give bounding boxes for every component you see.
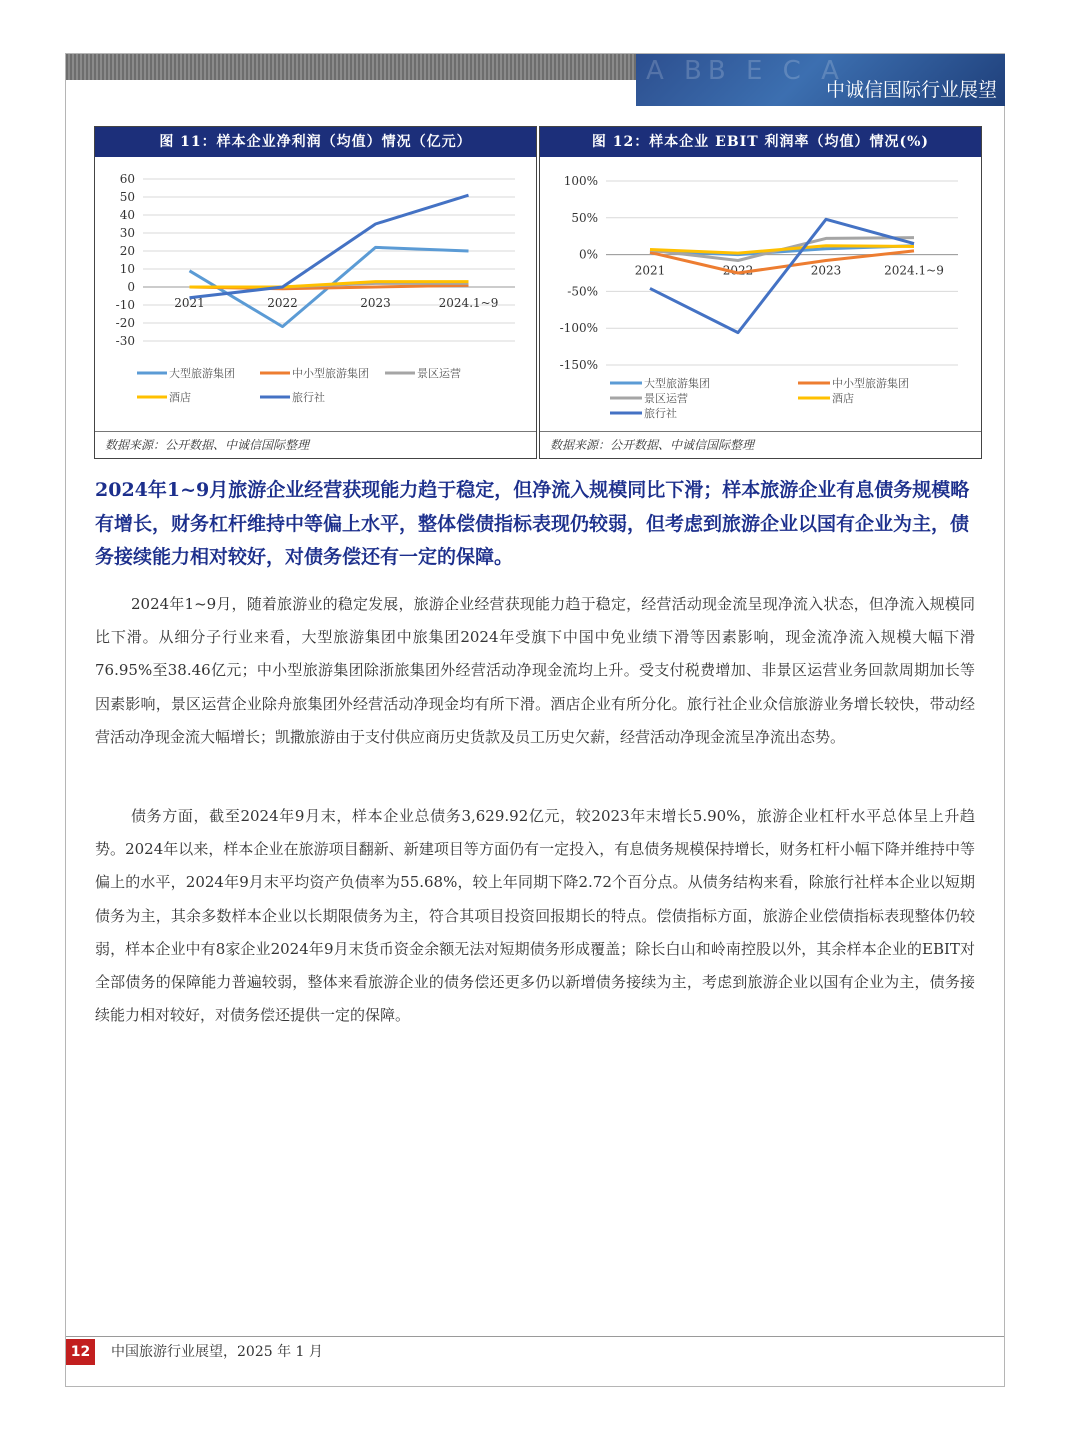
page-number: 12 xyxy=(66,1339,95,1365)
y-tick-label: 50% xyxy=(571,210,598,225)
legend-label: 中小型旅游集团 xyxy=(832,377,909,390)
y-tick-label: 10 xyxy=(119,262,135,276)
y-tick-label: -10 xyxy=(115,298,135,312)
legend-label: 旅行社 xyxy=(644,407,677,420)
y-tick-label: 40 xyxy=(119,208,135,222)
y-tick-label: -30 xyxy=(115,334,135,348)
legend-label: 酒店 xyxy=(169,391,191,404)
chart-net-profit-plot xyxy=(95,157,536,429)
chart-source: 数据来源：公开数据、中诚信国际整理 xyxy=(95,431,536,458)
chart-title: 图 11：样本企业净利润（均值）情况（亿元） xyxy=(95,127,536,157)
y-tick-label: -100% xyxy=(559,321,598,336)
legend-label: 中小型旅游集团 xyxy=(292,367,369,380)
y-tick-label: 30 xyxy=(119,226,135,240)
body-paragraph-debt: 债务方面，截至2024年9月末，样本企业总债务3,629.92亿元，较2023年末增长5.90%，旅游企业杠杆水平总体呈上升趋势。2024年以来，样本企业在旅游项目翻新、新建项目等方面仍有一定投入，有息债务规模保持增长，财务杠杆小幅下降并维持中等偏上的水平，2024年9月末平均资产负债率为55.68%，较上年同期下降2.72个百分点。从债务结构来看，除旅行社样本企业以短期债务为主，其余多数样本企业以长期限债务为主，符合其项目投资回报期长的特点。偿债指标方面，旅游企业偿债指标表现整体仍较弱，样本企业中有8家企业2024年9月末货币资金余额无法对短期债务形成覆盖；除长白山和岭南控股以外，其余样本企业的EBIT对全部债务的保障能力普遍较弱，整体来看旅游企业的债务偿还更多仍以新增债务接续为主，考虑到旅游企业以国有企业为主，债务接续能力相对较好，对债务偿还提供一定的保障。 xyxy=(95,807,975,1025)
x-tick-label: 2021 xyxy=(174,296,205,310)
chart-net-profit xyxy=(94,126,537,459)
header-decoration: A BB E C A xyxy=(646,56,845,86)
x-tick-label: 2024.1~9 xyxy=(884,263,944,278)
x-tick-label: 2023 xyxy=(810,263,842,278)
legend-label: 旅行社 xyxy=(292,391,325,404)
chart-title: 图 12：样本企业 EBIT 利润率（均值）情况(%) xyxy=(540,127,981,157)
header-stripe-bar xyxy=(66,54,636,80)
body-paragraph-cashflow: 2024年1~9月，随着旅游业的稳定发展，旅游企业经营获现能力趋于稳定，经营活动现金流呈现净流入状态，但净流入规模同比下滑。从细分子行业来看，大型旅游集团中旅集团2024年受旗下中国中免业绩下滑等因素影响，现金流净流入规模大幅下滑76.95%至38.46亿元；中小型旅游集团除浙旅集团外经营活动净现金流均上升。受支付税费增加、非景区运营业务回款周期加长等因素影响，景区运营企业除舟旅集团外经营活动净现金均有所下滑。酒店企业有所分化。旅行社企业众信旅游业务增长较快，带动经营活动净现金流大幅增长；凯撒旅游由于支付供应商历史货款及员工历史欠薪，经营活动净现金流呈净流出态势。 xyxy=(95,595,975,746)
y-tick-label: 100% xyxy=(563,174,598,188)
y-tick-label: -50% xyxy=(567,284,598,299)
chart-ebit-margin-plot xyxy=(540,157,981,429)
y-tick-label: -150% xyxy=(559,358,598,372)
x-tick-label: 2022 xyxy=(722,263,754,278)
x-tick-label: 2024.1~9 xyxy=(438,296,499,310)
lead-summary: 2024年1~9月旅游企业经营获现能力趋于稳定，但净流入规模同比下滑；样本旅游企业有息债务规模略有增长，财务杠杆维持中等偏上水平，整体偿债指标表现仍较弱，但考虑到旅游企业以国有企业为主，债务接续能力相对较好，对债务偿还有一定的保障。 xyxy=(95,479,970,568)
legend-label: 大型旅游集团 xyxy=(644,377,710,390)
legend-label: 大型旅游集团 xyxy=(169,367,235,380)
y-tick-label: 0% xyxy=(578,247,598,262)
x-tick-label: 2023 xyxy=(360,296,391,310)
header-banner xyxy=(636,54,1005,106)
footer-publication: 中国旅游行业展望，2025 年 1 月 xyxy=(111,1344,323,1360)
chart-ebit-margin xyxy=(539,126,982,459)
y-tick-label: 20 xyxy=(119,244,135,258)
legend-label: 酒店 xyxy=(832,392,854,405)
legend-label: 景区运营 xyxy=(417,367,461,380)
x-tick-label: 2021 xyxy=(634,263,666,278)
chart-source: 数据来源：公开数据、中诚信国际整理 xyxy=(540,431,981,458)
legend-label: 景区运营 xyxy=(644,392,688,405)
y-tick-label: 50 xyxy=(119,190,135,204)
series-line xyxy=(650,219,914,332)
header-title: 中诚信国际行业展望 xyxy=(825,79,997,101)
footer-rule xyxy=(66,1336,1004,1337)
y-tick-label: 60 xyxy=(119,172,135,186)
x-tick-label: 2022 xyxy=(267,296,298,310)
y-tick-label: -20 xyxy=(115,316,135,330)
y-tick-label: 0 xyxy=(127,280,135,294)
